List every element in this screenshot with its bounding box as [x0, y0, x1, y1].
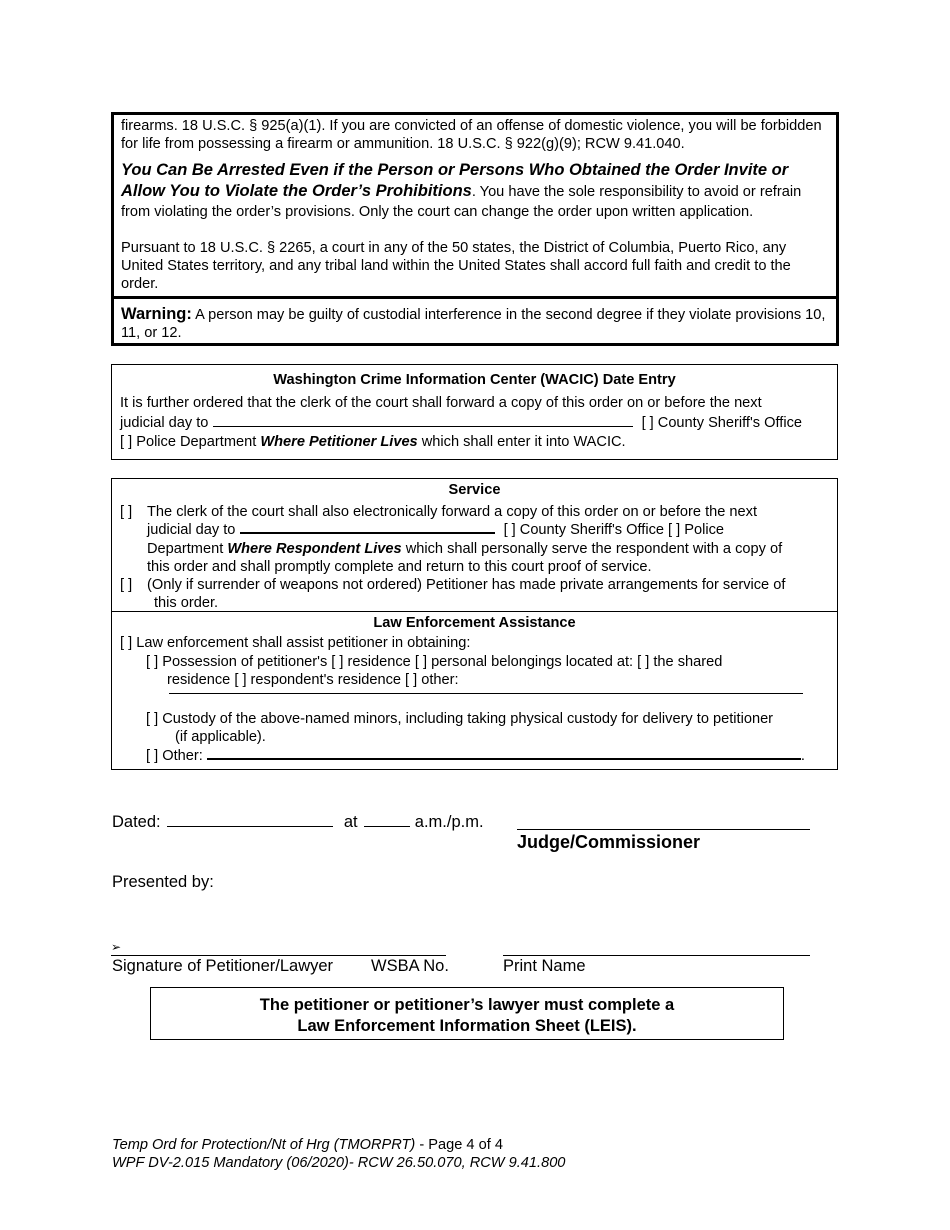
print-name-line[interactable] — [503, 955, 810, 956]
petitioner-signature-label: Signature of Petitioner/Lawyer — [112, 957, 334, 975]
at-label: at — [343, 813, 358, 831]
warning-paragraph — [121, 305, 830, 342]
wacic-box — [111, 364, 838, 460]
firearms-paragraph: firearms. 18 U.S.C. § 925(a)(1). If you are convicted of an offense of domestic violence, you will be forbidden for life from possessing a firearm or ammunition. 18 U.S.C. § 922(g)(9); RCW 9.41.040. — [121, 118, 822, 152]
possession-item[interactable]: [ ] Possession of petitioner's [ ] residence [ ] personal belongings located at: [ ] the shared residence [ ] respondent's residence [ ] other: — [146, 654, 723, 689]
leis-line1: The petitioner or petitioner’s lawyer must complete a — [259, 996, 675, 1014]
footer-line1 — [112, 1137, 503, 1153]
law-enforcement-intro: [ ] Law enforcement shall assist petitioner in obtaining: — [120, 635, 471, 651]
presented-by-label: Presented by: — [112, 873, 214, 891]
time-field[interactable] — [364, 826, 410, 827]
arrest-paragraph — [121, 160, 830, 222]
other-item[interactable]: [ ] Other: . — [146, 748, 805, 764]
other-location-field[interactable] — [169, 693, 803, 694]
wacic-line1: It is further ordered that the clerk of the court shall forward a copy of this order on or before the next — [120, 395, 762, 411]
date-field[interactable] — [167, 826, 333, 827]
leis-notice-box — [150, 987, 784, 1040]
judge-label: Judge/Commissioner — [517, 832, 701, 852]
wsba-label: WSBA No. — [371, 957, 449, 975]
law-enforcement-title: Law Enforcement Assistance — [373, 615, 576, 631]
leis-line2: Law Enforcement Information Sheet (LEIS). — [297, 1017, 637, 1035]
dated-row — [112, 813, 484, 832]
wacic-line3: [ ] Police Department Where Petitioner Lives which shall enter it into WACIC. — [120, 434, 626, 450]
service-divider — [112, 611, 837, 612]
custody-item[interactable]: [ ] Custody of the above-named minors, including taking physical custody for delivery to petitioner (if applicable). — [146, 711, 774, 746]
wacic-line2: judicial day to [ ] County Sheriff's Office — [120, 414, 802, 431]
petitioner-signature-line[interactable] — [111, 955, 446, 956]
other-field[interactable] — [207, 758, 801, 760]
service-title: Service — [448, 482, 501, 498]
ampm-label: a.m./p.m. — [414, 813, 484, 831]
firearms-notice-box — [111, 112, 839, 346]
wacic-agency-field[interactable] — [213, 426, 633, 427]
full-faith-paragraph: Pursuant to 18 U.S.C. § 2265, a court in any of the 50 states, the District of Columbia, Puerto Rico, any United States territory, and any tribal land within the United States shall accord full faith and credit to the order. — [121, 240, 791, 292]
arrow-icon: ➢ — [111, 940, 122, 954]
service-agency-field[interactable] — [240, 532, 495, 534]
warning-label: Warning: — [121, 305, 192, 323]
arrest-text: . You have the sole responsibility to avoid or refrain from violating the order’s provisions. Only the court can change the order upon written application. — [121, 184, 802, 220]
service-item-electronic: The clerk of the court shall also electronically forward a copy of this order on or before the next judicial day to [ ] County Sheriff's Office [ ] Police Department Where Respondent Lives which shall personally serve the respondent with a copy of this order and shall promptly complete and return to this court proof of service. — [147, 504, 783, 575]
warning-text: A person may be guilty of custodial interference in the second degree if they violate provisions 10, 11, or 12. — [121, 307, 826, 341]
wacic-title: Washington Crime Information Center (WACIC) Date Entry — [273, 372, 676, 388]
notice-divider — [114, 296, 836, 299]
print-name-label: Print Name — [503, 957, 586, 975]
arrest-heading: You Can Be Arrested Even if the Person or Persons Who Obtained the Order Invite or Allow You to Violate the Order’s Prohibitions — [121, 161, 789, 200]
service-box — [111, 478, 838, 770]
footer-form-name: Temp Ord for Protection/Nt of Hrg (TMORPRT) — [112, 1137, 416, 1153]
judge-signature-line[interactable] — [517, 829, 810, 830]
dated-label: Dated: — [112, 813, 161, 831]
service-item-private: (Only if surrender of weapons not ordered) Petitioner has made private arrangements for service of this order. — [147, 577, 786, 612]
footer-page: - Page 4 of 4 — [415, 1137, 503, 1153]
footer-form-code: WPF DV-2.015 Mandatory (06/2020)- RCW 26.50.070, RCW 9.41.800 — [112, 1155, 566, 1171]
service-checkbox-1[interactable]: [ ] — [120, 504, 133, 520]
service-checkbox-2[interactable]: [ ] — [120, 577, 133, 593]
